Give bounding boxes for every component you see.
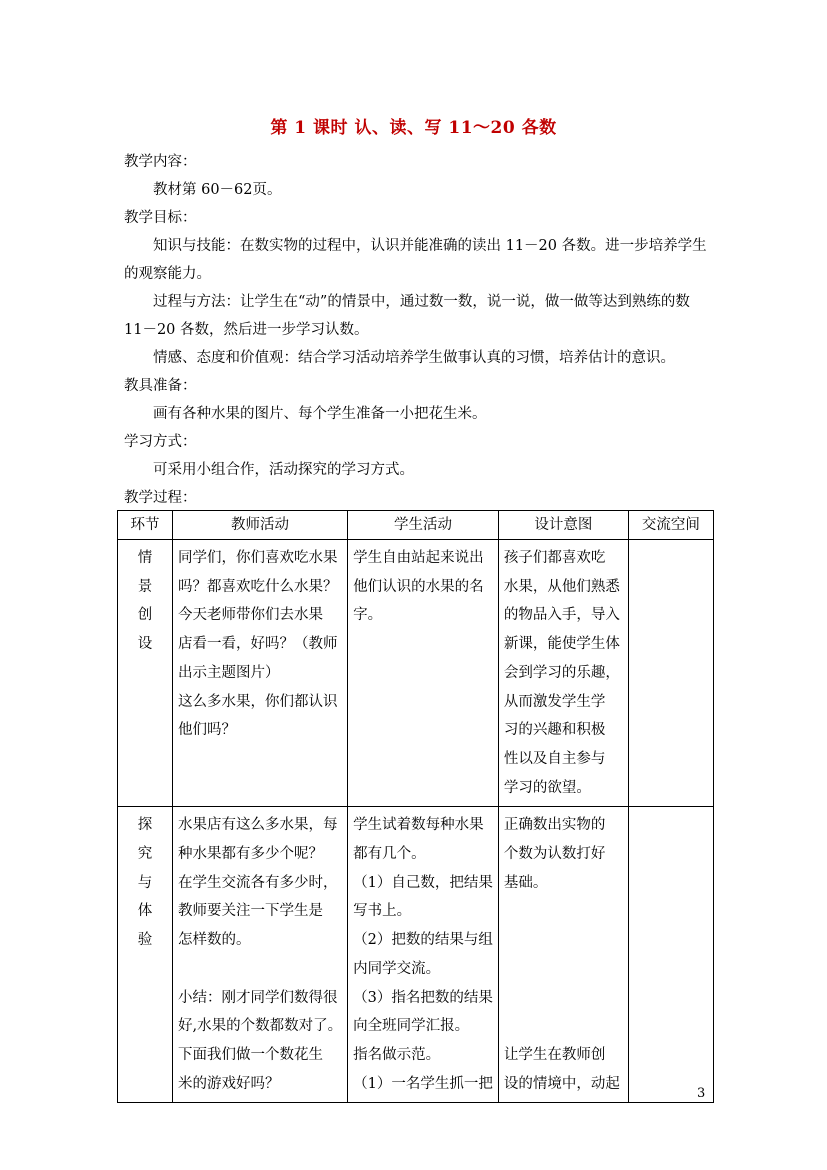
stage-cell: 情 景 创 设: [118, 540, 173, 807]
teaching-process-table: [117, 510, 714, 1103]
table-row: [118, 540, 714, 807]
goal-process-line1: 过程与方法：让学生在“动”的情景中，通过数一数，说一说，做一做等达到熟练的数: [153, 294, 690, 310]
content-label: 教学内容：: [124, 154, 197, 170]
goal-knowledge-line2: 的观察能力。: [124, 266, 211, 282]
page-number: 3: [697, 1086, 706, 1101]
discussion-cell: [628, 807, 713, 1103]
method-label: 学习方式：: [124, 434, 197, 450]
tools-text: 画有各种水果的图片、每个学生准备一小把花生米。: [153, 406, 487, 422]
goal-knowledge-line1: 知识与技能：在数实物的过程中，认识并能准确的读出 11－20 各数。进一步培养学生: [153, 238, 707, 254]
lesson-title: 第 1 课时 认、读、写 11～20 各数: [270, 118, 557, 138]
header-student: 学生活动: [348, 511, 499, 540]
header-discussion: 交流空间: [628, 511, 713, 540]
goal-emotion: 情感、态度和价值观：结合学习活动培养学生做事认真的习惯，培养估计的意识。: [153, 350, 675, 366]
goals-label: 教学目标：: [124, 210, 197, 226]
header-teacher: 教师活动: [173, 511, 348, 540]
teacher-activity-cell: 同学们，你们喜欢吃水果 吗？都喜欢吃什么水果？ 今天老师带你们去水果 店看一看，好吗？（教师 出示主题图片） 这么多水果，你们都认识 他们吗？: [173, 540, 348, 807]
stage-cell: 探 究 与 体 验: [118, 807, 173, 1103]
design-intent-cell: 正确数出实物的 个数为认数打好 基础。 让学生在教师创 设的情境中，动起: [498, 807, 628, 1103]
student-activity-cell: 学生自由站起来说出 他们认识的水果的名 字。: [348, 540, 499, 807]
process-label: 教学过程：: [124, 490, 197, 506]
student-activity-cell: 学生试着数每种水果 都有几个。 （1）自己数，把结果 写书上。 （2）把数的结果与组 内同学交流。 （3）指名把数的结果 向全班同学汇报。 指名做示范。 （1）一名学生抓一把: [348, 807, 499, 1103]
method-text: 可采用小组合作，活动探究的学习方式。: [153, 462, 414, 478]
goal-process-line2: 11－20 各数，然后进一步学习认数。: [124, 322, 369, 338]
tools-label: 教具准备：: [124, 378, 197, 394]
header-intent: 设计意图: [498, 511, 628, 540]
teacher-activity-cell: 水果店有这么多水果，每 种水果都有多少个呢？ 在学生交流各有多少时， 教师要关注一下学生是 怎样数的。 小结：刚才同学们数得很 好,水果的个数都数对了。 下面我们做一个数花生 米的游戏好吗？: [173, 807, 348, 1103]
discussion-cell: [628, 540, 713, 807]
table-header-row: [118, 511, 714, 540]
content-text: 教材第 60－62页。: [153, 182, 282, 198]
design-intent-cell: 孩子们都喜欢吃 水果，从他们熟悉 的物品入手，导入 新课，能使学生体 会到学习的乐趣， 从而激发学生学 习的兴趣和积极 性以及自主参与 学习的欲望。: [498, 540, 628, 807]
header-stage: 环节: [118, 511, 173, 540]
table-row: [118, 807, 714, 1103]
